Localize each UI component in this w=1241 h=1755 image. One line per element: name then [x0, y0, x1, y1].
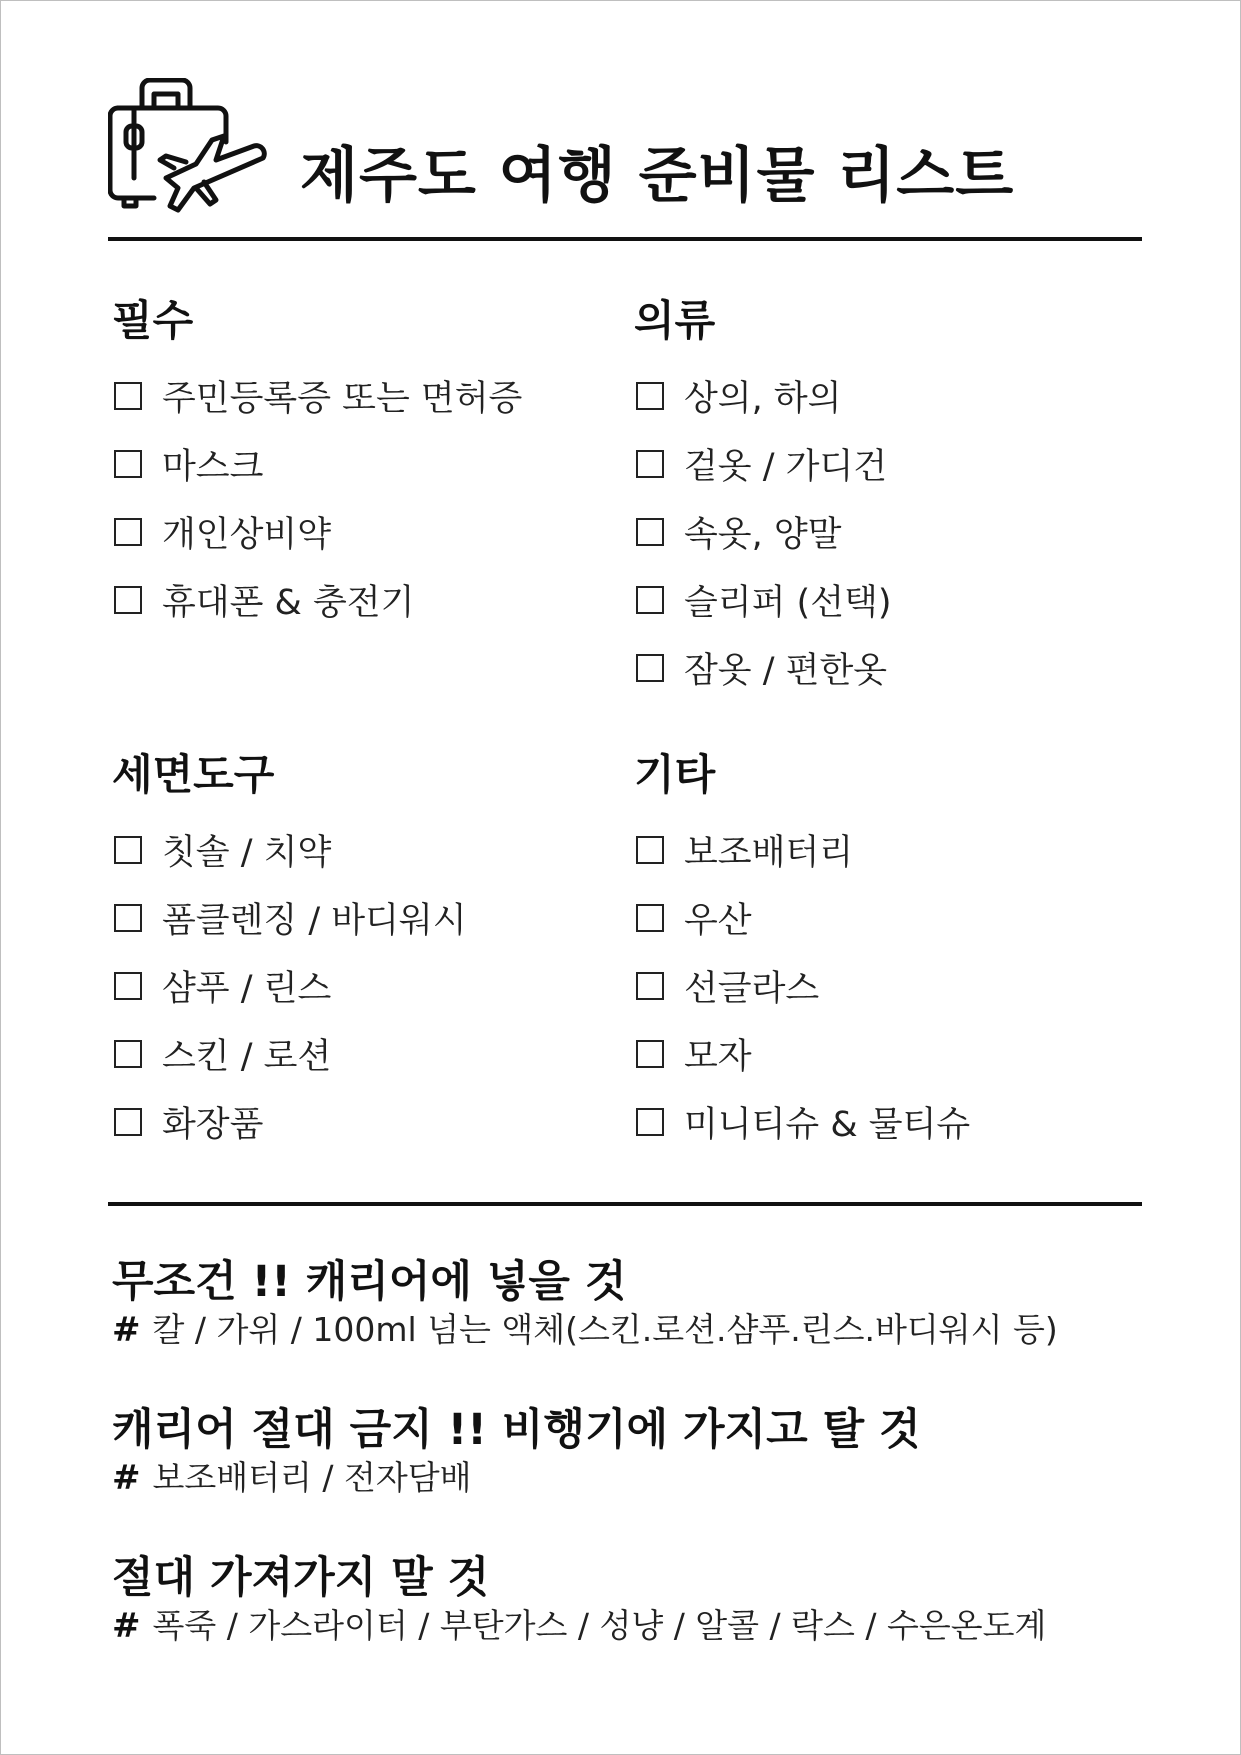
note-prohibited-items	[112, 1552, 1142, 1648]
item-label: 휴대폰 & 충전기	[162, 583, 415, 623]
item-label: 상의, 하의	[684, 379, 842, 419]
item-label: 샴푸 / 린스	[162, 969, 332, 1009]
item-label: 개인상비약	[162, 515, 332, 555]
item-label: 모자	[684, 1037, 752, 1077]
checkbox[interactable]	[636, 836, 664, 864]
checklist	[108, 362, 608, 634]
item-label: 마스크	[162, 447, 264, 487]
note-carry-on-only	[112, 1404, 1142, 1500]
checkbox[interactable]	[636, 972, 664, 1000]
checkbox[interactable]	[636, 654, 664, 682]
checklist	[630, 816, 1130, 1156]
section-heading: 세면도구	[112, 750, 275, 799]
checklist-item	[630, 1020, 1130, 1088]
checklist-item	[108, 884, 608, 952]
item-label: 주민등록증 또는 면허증	[162, 379, 523, 419]
hash-icon: #	[112, 1310, 141, 1350]
note-must-pack-in-luggage	[112, 1256, 1142, 1352]
checklist-item	[108, 816, 608, 884]
item-label: 잠옷 / 편한옷	[684, 651, 888, 691]
item-label: 칫솔 / 치약	[162, 833, 332, 873]
section-clothing	[630, 296, 1130, 702]
checkbox[interactable]	[114, 904, 142, 932]
checklist-item	[630, 430, 1130, 498]
note-line	[112, 1604, 1142, 1648]
checkbox[interactable]	[114, 836, 142, 864]
notes-section	[112, 1256, 1142, 1700]
divider-top	[108, 237, 1142, 241]
header	[108, 78, 1142, 214]
checkbox[interactable]	[114, 518, 142, 546]
note-text: 보조배터리 / 전자담배	[152, 1458, 472, 1497]
hash-icon: #	[112, 1458, 141, 1498]
item-label: 속옷, 양말	[684, 515, 842, 555]
item-label: 겉옷 / 가디건	[684, 447, 888, 487]
note-title: 무조건 !! 캐리어에 넣을 것	[112, 1257, 627, 1307]
checklist-item	[630, 952, 1130, 1020]
note-line	[112, 1456, 1142, 1500]
section-heading: 기타	[634, 750, 716, 799]
note-text: 폭죽 / 가스라이터 / 부탄가스 / 성냥 / 알콜 / 락스 / 수은온도계	[152, 1606, 1047, 1645]
item-label: 폼클렌징 / 바디워시	[162, 901, 467, 941]
checkbox[interactable]	[636, 586, 664, 614]
checkbox[interactable]	[114, 586, 142, 614]
checklist-item	[108, 952, 608, 1020]
checklist	[630, 362, 1130, 702]
note-text: 칼 / 가위 / 100ml 넘는 액체(스킨.로션.샴푸.린스.바디워시 등)	[152, 1310, 1058, 1349]
checkbox[interactable]	[114, 382, 142, 410]
checklist	[108, 816, 608, 1156]
checkbox[interactable]	[114, 1040, 142, 1068]
checklist-item	[108, 498, 608, 566]
section-essentials	[108, 296, 608, 634]
checklist-item	[108, 566, 608, 634]
item-label: 화장품	[162, 1105, 264, 1145]
checklist-item	[630, 1088, 1130, 1156]
checkbox[interactable]	[636, 382, 664, 410]
checkbox[interactable]	[636, 1040, 664, 1068]
item-label: 스킨 / 로션	[162, 1037, 332, 1077]
checkbox[interactable]	[114, 972, 142, 1000]
note-title: 절대 가져가지 말 것	[112, 1553, 490, 1603]
checkbox[interactable]	[114, 1108, 142, 1136]
item-label: 선글라스	[684, 969, 820, 1009]
hash-icon: #	[112, 1606, 141, 1646]
checklist-item	[108, 1020, 608, 1088]
checklist-item	[630, 566, 1130, 634]
checklist-item	[108, 1088, 608, 1156]
checkbox[interactable]	[114, 450, 142, 478]
checklist-item	[630, 816, 1130, 884]
note-title: 캐리어 절대 금지 !! 비행기에 가지고 탈 것	[112, 1405, 921, 1455]
checklist-item	[630, 884, 1130, 952]
checklist-item	[630, 634, 1130, 702]
page-title: 제주도 여행 준비물 리스트	[300, 141, 1015, 211]
checklist-item	[108, 430, 608, 498]
checkbox[interactable]	[636, 904, 664, 932]
checkbox[interactable]	[636, 450, 664, 478]
section-heading: 필수	[112, 296, 194, 345]
item-label: 우산	[684, 901, 752, 941]
item-label: 미니티슈 & 물티슈	[684, 1105, 971, 1145]
section-toiletries	[108, 750, 608, 1156]
section-etc	[630, 750, 1130, 1156]
section-heading: 의류	[634, 296, 716, 345]
item-label: 보조배터리	[684, 833, 854, 873]
checklist-item	[630, 498, 1130, 566]
suitcase-airplane-icon	[108, 78, 268, 214]
checklist-item	[108, 362, 608, 430]
checklist-item	[630, 362, 1130, 430]
item-label: 슬리퍼 (선택)	[684, 583, 892, 623]
checkbox[interactable]	[636, 1108, 664, 1136]
divider-middle	[108, 1202, 1142, 1206]
note-line	[112, 1308, 1142, 1352]
checkbox[interactable]	[636, 518, 664, 546]
